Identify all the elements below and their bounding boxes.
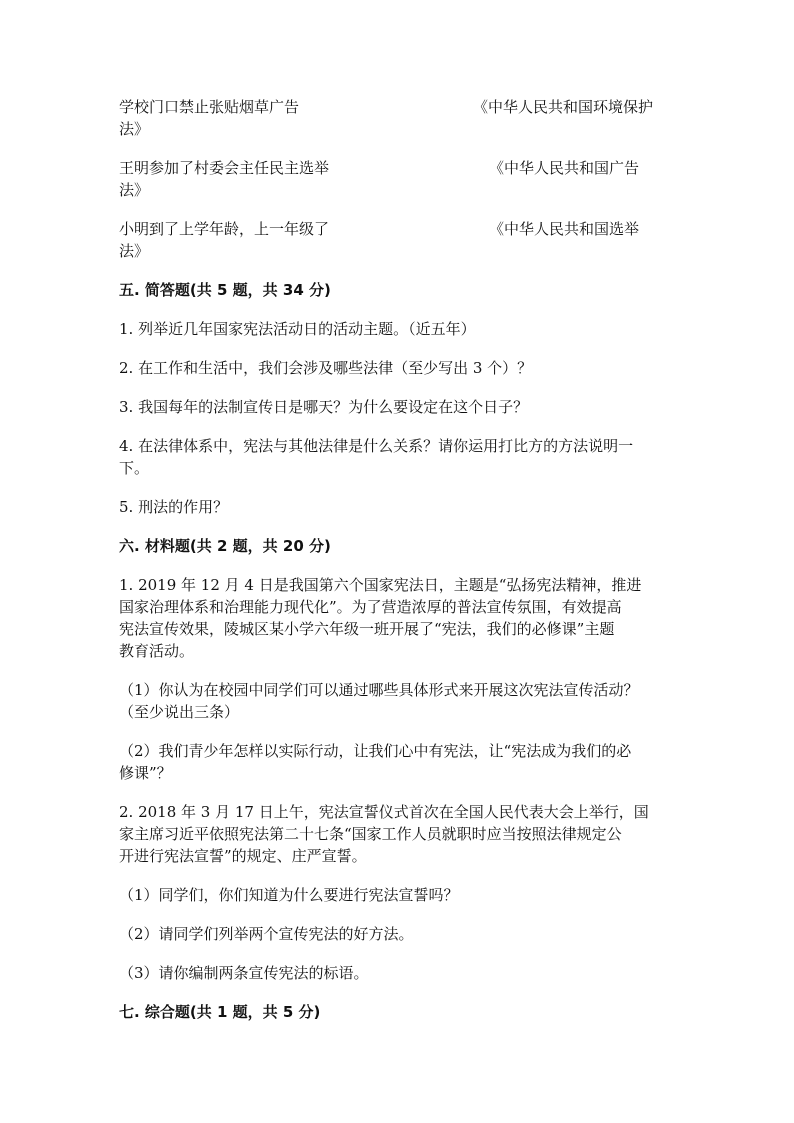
matching-left-3: 小明到了上学年龄，上一年级了 <box>119 220 330 238</box>
question-5-5: 5. 刑法的作用？ <box>119 498 229 516</box>
material-1-line-1: 1. 2019 年 12 月 4 日是我国第六个国家宪法日，主题是“弘扬宪法精神，推进 <box>119 576 642 594</box>
material-1-q1-line-2: （至少说出三条） <box>119 703 240 721</box>
matching-cont-1: 法》 <box>119 120 150 138</box>
matching-item-2 <box>119 157 679 179</box>
matching-cont-3: 法》 <box>119 242 150 260</box>
matching-item-1 <box>119 96 679 118</box>
material-2-line-1: 2. 2018 年 3 月 17 日上午，宪法宣誓仪式首次在全国人民代表大会上举行，国 <box>119 803 649 821</box>
matching-right-1: 《中华人民共和国环境保护 <box>473 98 654 116</box>
question-5-4-line-2: 下。 <box>119 459 150 477</box>
matching-cont-2: 法》 <box>119 181 150 199</box>
material-1-line-4: 教育活动。 <box>119 642 195 660</box>
material-1-q2-line-1: （2）我们青少年怎样以实际行动，让我们心中有宪法，让“宪法成为我们的必 <box>119 742 632 760</box>
material-2-line-3: 开进行宪法宣誓”的规定、庄严宣誓。 <box>119 847 367 865</box>
section-6-heading: 六. 材料题(共 2 题，共 20 分) <box>119 537 331 555</box>
matching-right-3: 《中华人民共和国选举 <box>489 220 640 238</box>
material-1-line-3: 宪法宣传效果，陵城区某小学六年级一班开展了“宪法，我们的必修课”主题 <box>119 620 615 638</box>
matching-left-1: 学校门口禁止张贴烟草广告 <box>119 98 300 116</box>
material-2-q3: （3）请你编制两条宣传宪法的标语。 <box>119 964 369 982</box>
question-5-2: 2. 在工作和生活中，我们会涉及哪些法律（至少写出 3 个）？ <box>119 359 533 377</box>
material-2-line-2: 家主席习近平依照宪法第二十七条“国家工作人员就职时应当按照法律规定公 <box>119 825 622 843</box>
question-5-3: 3. 我国每年的法制宣传日是哪天？为什么要设定在这个日子？ <box>119 398 529 416</box>
section-5-heading: 五. 简答题(共 5 题，共 34 分) <box>119 281 331 299</box>
material-2-q1: （1）同学们，你们知道为什么要进行宪法宣誓吗？ <box>119 886 459 904</box>
question-5-4-line-1: 4. 在法律体系中，宪法与其他法律是什么关系？请你运用打比方的方法说明一 <box>119 437 634 455</box>
matching-right-2: 《中华人民共和国广告 <box>489 159 640 177</box>
material-1-q1-line-1: （1）你认为在校园中同学们可以通过哪些具体形式来开展这次宪法宣传活动？ <box>119 681 639 699</box>
question-5-1: 1. 列举近几年国家宪法活动日的活动主题。（近五年） <box>119 320 476 338</box>
section-7-heading: 七. 综合题(共 1 题，共 5 分) <box>119 1003 321 1021</box>
material-1-line-2: 国家治理体系和治理能力现代化”。为了营造浓厚的普法宣传氛围，有效提高 <box>119 598 622 616</box>
material-2-q2: （2）请同学们列举两个宣传宪法的好方法。 <box>119 925 414 943</box>
material-1-q2-line-2: 修课”？ <box>119 764 172 782</box>
matching-item-3 <box>119 218 679 240</box>
matching-left-2: 王明参加了村委会主任民主选举 <box>119 159 330 177</box>
